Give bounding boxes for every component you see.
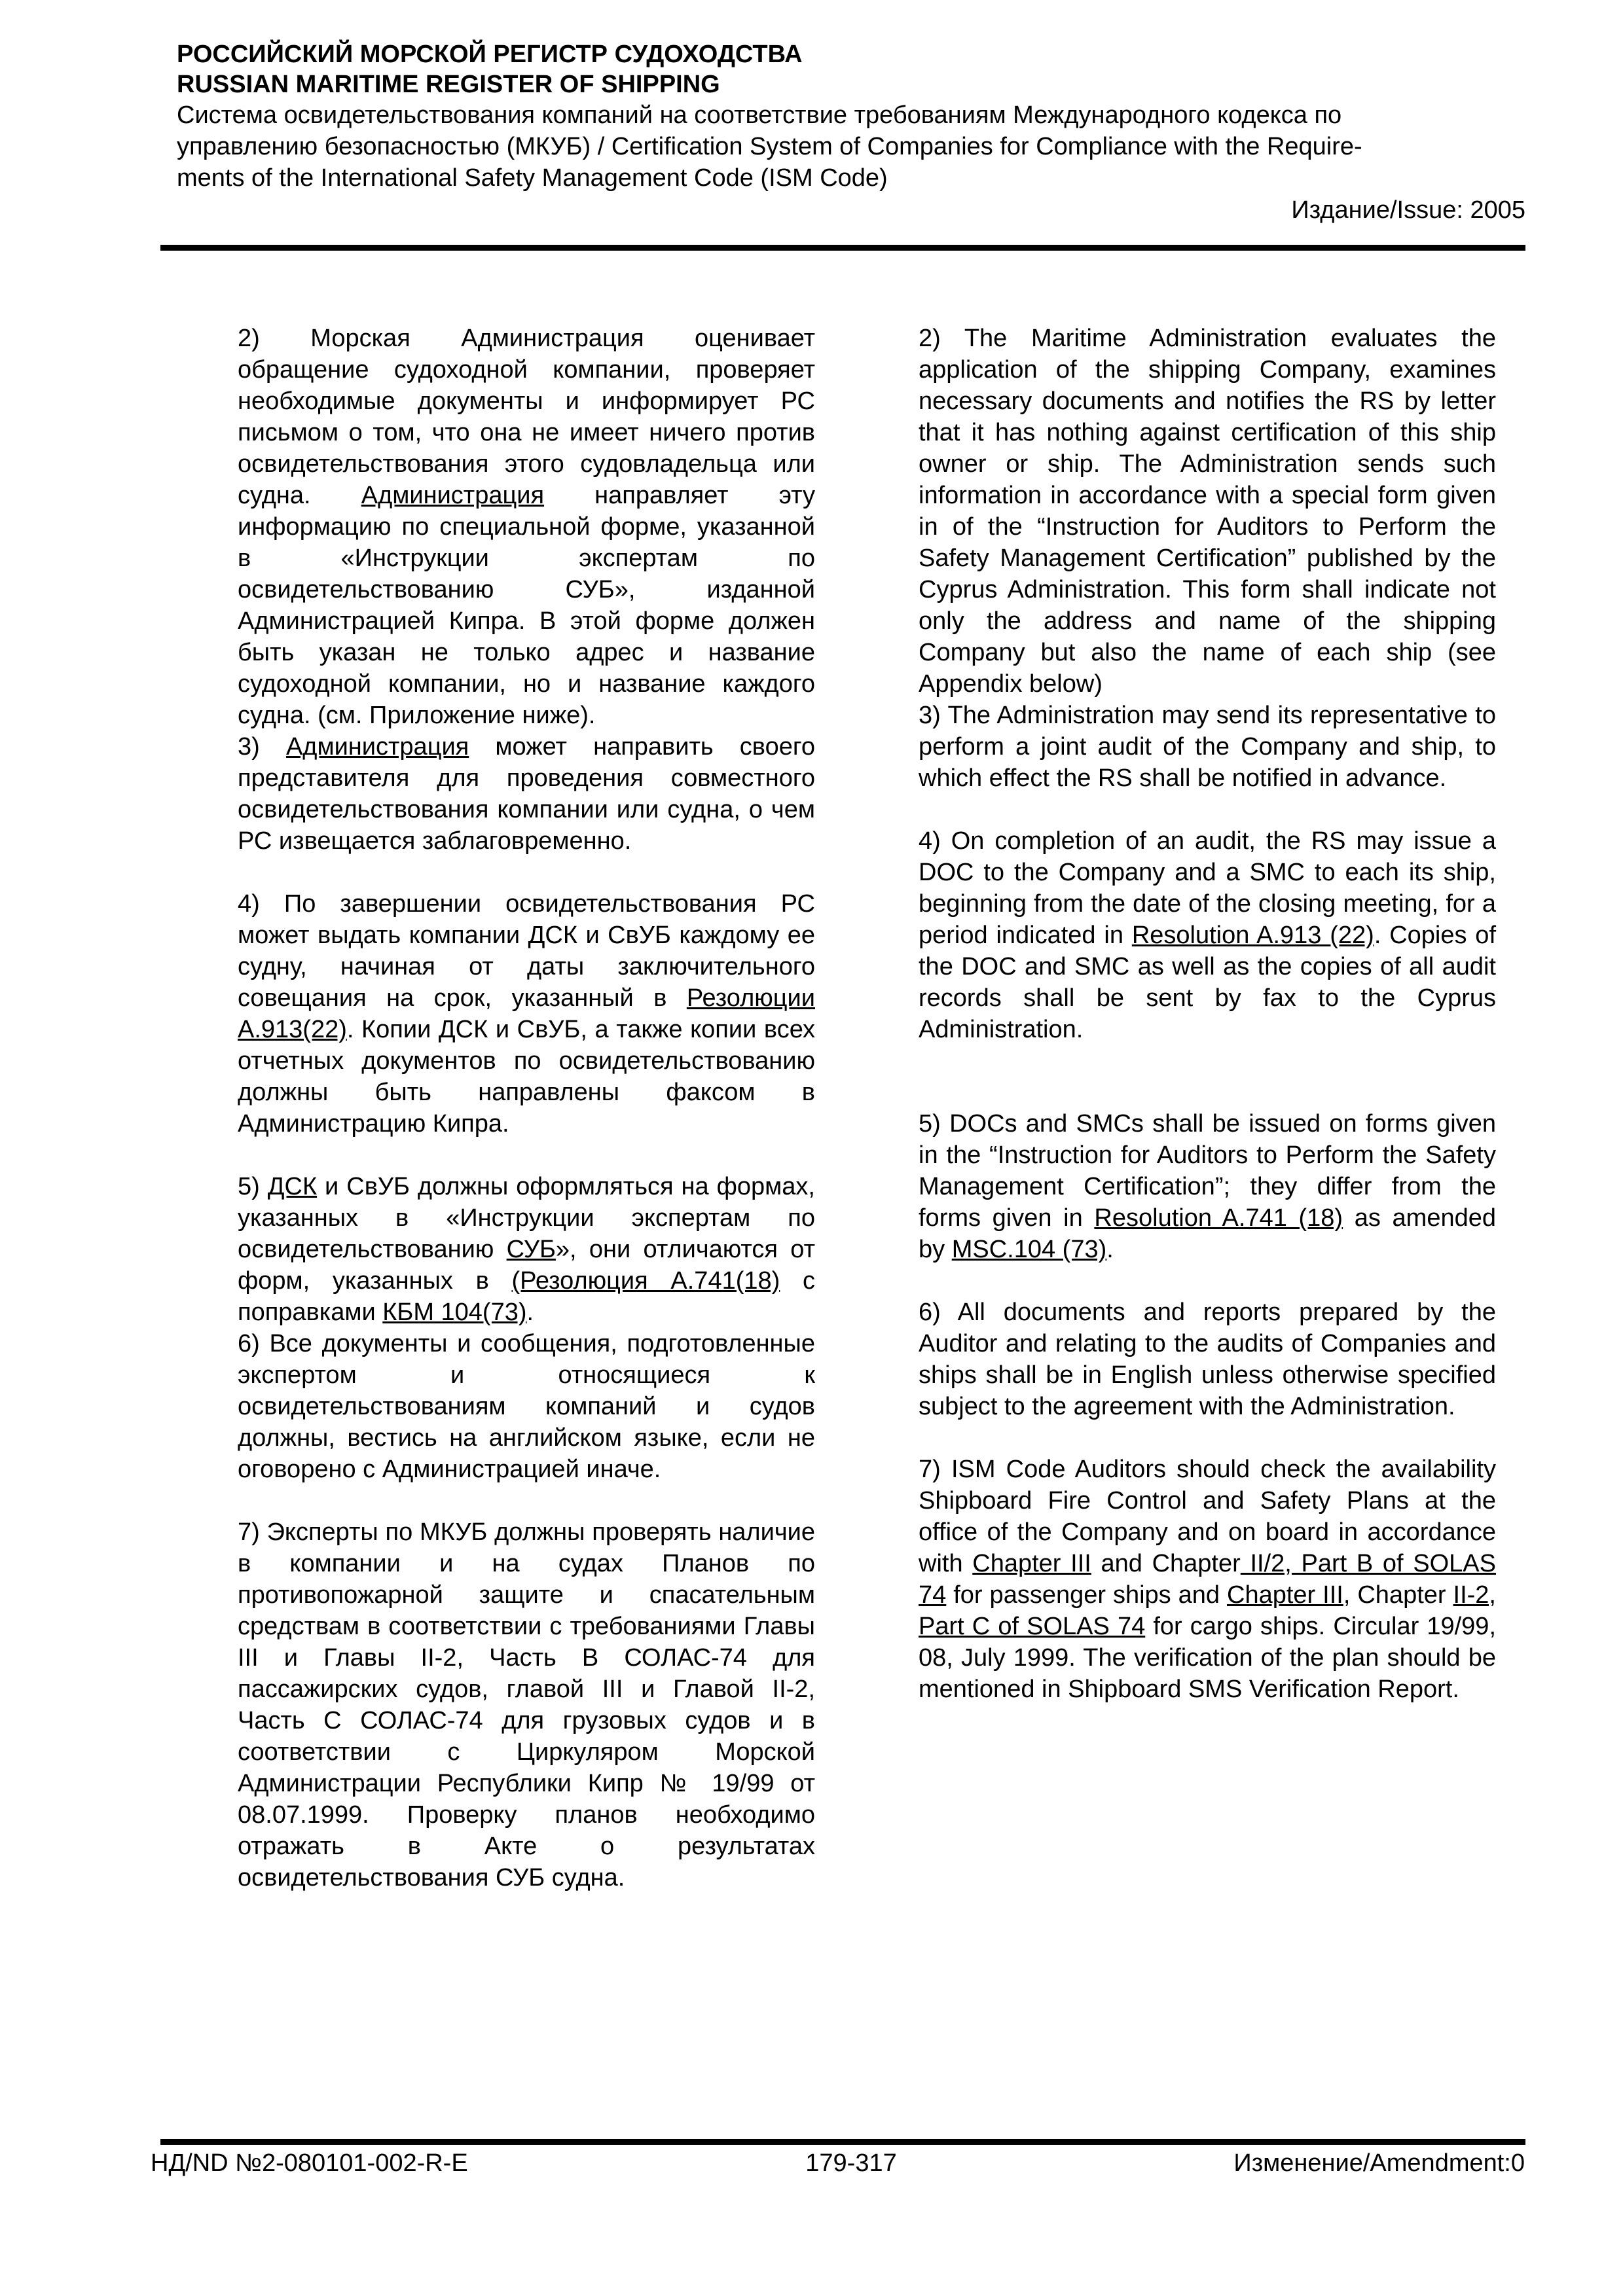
- ru-p2-text-a: 2) Морская Администрация оценивает обращение судоходной компании, проверяет необходимые документы и информирует РС письмом о том, что она не имеет ничего против освидетельствования этого судовладельца или судна.: [238, 325, 815, 509]
- en-p4-text-a: 4) On completion of an audit, the RS may issue a DOC to the Company and a SMC to each its ship, beginning from the date of the closing meeting, for a period indicated in: [919, 827, 1496, 949]
- ru-p4-underlined: Резолюции А.913(22): [238, 984, 815, 1043]
- header-title-ru: РОССИЙСКИЙ МОРСКОЙ РЕГИСТР СУДОХОДСТВА: [177, 41, 803, 68]
- en-paragraph-7: [919, 1454, 1496, 1705]
- en-p7-underlined-3: Chapter III: [1227, 1581, 1343, 1609]
- english-column: [919, 323, 1496, 1705]
- page-header: [177, 39, 1525, 194]
- en-p7-text-b: and Chapter: [1091, 1550, 1241, 1577]
- ru-p4-text-b: . Копии ДСК и СвУБ, а также копии всех отчетных документов по освидетельствованию должны быть направлены факсом в Администрацию Кипра.: [238, 1016, 815, 1138]
- header-system-line-1: Система освидетельствования компаний на соответствие требованиям Международного кодекса по: [177, 101, 1342, 129]
- en-p5-text-b: as amended by: [919, 1204, 1497, 1263]
- en-p7-text-a: 7) ISM Code Auditors should check the availability Shipboard Fire Control and Safety Plans at the office of the Company and on board in accordance with: [919, 1456, 1496, 1577]
- footer-page-number: 179-317: [805, 2149, 897, 2177]
- footer-divider: [160, 2139, 1525, 2145]
- ru-p5-text-b: и СвУБ должны оформляться на формах, указанных в «Инструкции экспертам по освидетельствованию: [238, 1173, 815, 1263]
- header-title-en: RUSSIAN MARITIME REGISTER OF SHIPPING: [177, 71, 720, 98]
- en-p7-text-d: , Chapter: [1343, 1581, 1453, 1609]
- header-issue: Издание/Issue: 2005: [1291, 196, 1525, 224]
- en-paragraph-2: 2) The Maritime Administration evaluates the application of the shipping Company, examines necessary documents and notifies the RS by letter that it has nothing against certification of this ship owner or ship. The Administration sends such information in accordance with a special form given in of the “Instruction for Auditors to Perform the Safety Management Certification” published by the Cyprus Administration. This form shall indicate not only the address and name of the shipping Company but also the name of each ship (see Appendix below): [919, 325, 1496, 698]
- header-system-line-3: ments of the International Safety Management Code (ISM Code): [177, 164, 888, 192]
- ru-p5-text-a: 5): [238, 1173, 268, 1200]
- en-paragraph-6: 6) All documents and reports prepared by the Auditor and relating to the audits of Companies and ships shall be in English unless otherwise specified subject to the agreement with the Administration.: [919, 1299, 1496, 1420]
- ru-p5-text-d: с поправками: [238, 1267, 816, 1326]
- en-p5-underlined-1: Resolution A.741 (18): [1094, 1204, 1343, 1232]
- header-system-line-2: управлению безопасностью (МКУБ) / Certification System of Companies for Compliance with the Require-: [177, 133, 1362, 160]
- ru-paragraph-7: 7) Эксперты по МКУБ должны проверять наличие в компании и на судах Планов по противопожарной защите и спасательным средствам в соответствии с требованиями Главы III и Главы II-2, Часть В СОЛАС-74 для пассажирских судов, главой III и Главой II-2, Часть С СОЛАС-74 для грузовых судов и в соответствии с Циркуляром Морской Администрации Республики Кипр № 19/99 от 08.07.1999. Проверку планов необходимо отражать в Акте о результатах освидетельствования СУБ судна.: [238, 1518, 815, 1892]
- ru-paragraph-5: [238, 1171, 815, 1328]
- header-divider: [160, 245, 1525, 251]
- ru-p3-text-b: может направить своего представителя для проведения совместного освидетельствования компании или судна, о чем РС извещается заблаговременно.: [238, 733, 815, 855]
- ru-p2-text-b: направляет эту информацию по специальной форме, указанной в «Инструкции экспертам по освидетельствованию СУБ», изданной Администрацией Кипра. В этой форме должен быть указан не только адрес и название судоходной компании, но и название каждого судна. (см. Приложение ниже).: [238, 482, 815, 729]
- en-paragraph-3: 3) The Administration may send its representative to perform a joint audit of the Company and ship, to which effect the RS shall be notified in advance.: [919, 702, 1496, 792]
- en-p5-text-c: .: [1106, 1236, 1114, 1263]
- ru-p5-text-c: », они отличаются от форм, указанных в: [238, 1236, 815, 1295]
- ru-p5-underlined-3: (Резолюция А.741(18): [511, 1267, 780, 1295]
- en-p7-text-c: for passenger ships and: [946, 1581, 1228, 1609]
- footer-amendment: Изменение/Amendment:0: [1233, 2149, 1525, 2177]
- ru-paragraph-3: [238, 731, 815, 857]
- en-paragraph-5: [919, 1108, 1496, 1265]
- en-p7-underlined-2: II/2, Part B of SOLAS 74: [919, 1550, 1496, 1609]
- ru-p4-text-a: 4) По завершении освидетельствования РС может выдать компании ДСК и СвУБ каждому ее судну, начиная от даты заключительного совещания на срок, указанный в: [238, 890, 815, 1012]
- ru-p5-underlined-2: СУБ: [506, 1236, 556, 1263]
- en-paragraph-4: [919, 825, 1496, 1045]
- ru-p2-underlined: Администрация: [361, 482, 545, 509]
- en-p4-underlined: Resolution A.913 (22): [1131, 922, 1374, 949]
- en-p7-underlined-4: II-2, Part C of SOLAS 74: [919, 1581, 1496, 1640]
- russian-column: [238, 323, 815, 1893]
- ru-paragraph-6: 6) Все документы и сообщения, подготовленные экспертом и относящиеся к освидетельствованиям компаний и судов должны, вестись на английском языке, если не оговорено с Администрацией иначе.: [238, 1330, 815, 1483]
- ru-p3-underlined: Администрация: [285, 733, 469, 761]
- en-p7-text-e: for cargo ships. Circular 19/99, 08, July 1999. The verification of the plan should be mentioned in Shipboard SMS Verification Report.: [919, 1613, 1496, 1703]
- ru-p3-text-a: 3): [238, 733, 286, 761]
- en-p4-text-b: . Copies of the DOC and SMC as well as the copies of all audit records shall be sent by fax to the Cyprus Administration.: [919, 922, 1497, 1043]
- ru-paragraph-2: [238, 323, 815, 731]
- en-p5-text-a: 5) DOCs and SMCs shall be issued on forms given in the “Instruction for Auditors to Perform the Safety Management Certification”; they differ from the forms given in: [919, 1110, 1496, 1232]
- en-p5-underlined-2: MSC.104 (73): [951, 1236, 1107, 1263]
- en-p7-underlined-1: Chapter III: [972, 1550, 1091, 1577]
- ru-paragraph-4: [238, 888, 815, 1139]
- footer-doc-number: НД/ND №2-080101-002-R-E: [151, 2149, 468, 2177]
- ru-p5-text-e: .: [526, 1299, 534, 1326]
- ru-p5-underlined-1: ДСК: [267, 1173, 318, 1200]
- ru-p5-underlined-4: КБМ 104(73): [382, 1299, 527, 1326]
